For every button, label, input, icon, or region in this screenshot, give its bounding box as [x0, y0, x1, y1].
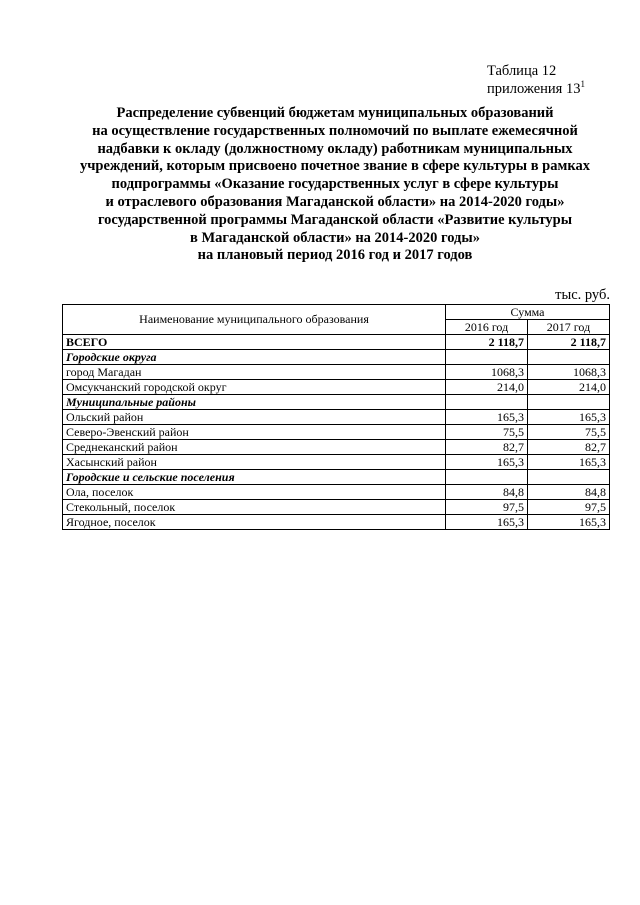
- section-row: [63, 395, 610, 410]
- cell-2016: 165,3: [446, 455, 528, 470]
- table-number: Таблица 12: [487, 63, 557, 79]
- table-row: [63, 365, 610, 380]
- section-label: Городские округа: [63, 350, 446, 365]
- units-label: тыс. руб.: [555, 287, 610, 303]
- appendix-reference: [487, 80, 585, 98]
- appendix-label: приложения 13: [487, 81, 581, 97]
- table-row: [63, 410, 610, 425]
- table-row: [63, 485, 610, 500]
- title-line: Распределение субвенций бюджетам муниципальных образований: [116, 105, 554, 121]
- section-row: [63, 350, 610, 365]
- column-header-sum: Сумма: [446, 305, 610, 320]
- subvention-table: [62, 304, 610, 530]
- title-line: и отраслевого образования Магаданской области» на 2014-2020 годы»: [105, 193, 565, 210]
- title-line: государственной программы Магаданской области «Развитие культуры: [97, 211, 573, 228]
- table-header: [63, 305, 610, 335]
- cell-name: Ягодное, поселок: [63, 515, 446, 530]
- cell-name: Северо-Эвенский район: [63, 425, 446, 440]
- table-row: [63, 455, 610, 470]
- cell-2017: 75,5: [528, 425, 610, 440]
- table-row: [63, 500, 610, 515]
- cell-name: Стекольный, поселок: [63, 500, 446, 515]
- cell-2016: 75,5: [446, 425, 528, 440]
- cell-2016: [446, 470, 528, 485]
- cell-2017: [528, 470, 610, 485]
- cell-name: Среднеканский район: [63, 440, 446, 455]
- cell-2017: 165,3: [528, 410, 610, 425]
- total-2016: 2 118,7: [446, 335, 528, 350]
- cell-name: Ольский район: [63, 410, 446, 425]
- title-line: надбавки к окладу (должностному окладу) работникам муниципальных: [97, 140, 573, 157]
- table-row: [63, 425, 610, 440]
- cell-2016: 97,5: [446, 500, 528, 515]
- title-line: учреждений, которым присвоено почетное звание в сфере культуры в рамках: [79, 158, 591, 175]
- cell-2017: [528, 350, 610, 365]
- cell-2017: 165,3: [528, 455, 610, 470]
- cell-2017: 165,3: [528, 515, 610, 530]
- table-body: [63, 335, 610, 530]
- cell-2016: 165,3: [446, 515, 528, 530]
- cell-2016: [446, 395, 528, 410]
- cell-2016: 214,0: [446, 380, 528, 395]
- cell-2016: [446, 350, 528, 365]
- cell-name: Омсукчанский городской округ: [63, 380, 446, 395]
- table-row: [63, 515, 610, 530]
- cell-2017: 97,5: [528, 500, 610, 515]
- cell-2017: 84,8: [528, 485, 610, 500]
- cell-2016: 1068,3: [446, 365, 528, 380]
- column-header-2016: 2016 год: [446, 320, 528, 335]
- column-header-2017: 2017 год: [528, 320, 610, 335]
- cell-name: город Магадан: [63, 365, 446, 380]
- title-line: на осуществление государственных полномочий по выплате ежемесячной: [92, 122, 578, 139]
- section-label: Муниципальные районы: [63, 395, 446, 410]
- title-line: подпрограммы «Оказание государственных услуг в сфере культуры: [111, 176, 559, 193]
- cell-2016: 84,8: [446, 485, 528, 500]
- table-reference: [487, 62, 585, 98]
- section-row: [63, 470, 610, 485]
- cell-name: Хасынский район: [63, 455, 446, 470]
- title-line: в Магаданской области» на 2014-2020 годы»: [190, 229, 480, 246]
- appendix-superscript: 1: [580, 79, 585, 90]
- table-row: [63, 380, 610, 395]
- cell-name: Ола, поселок: [63, 485, 446, 500]
- cell-2017: 214,0: [528, 380, 610, 395]
- column-header-name: Наименование муниципального образования: [63, 305, 446, 335]
- table-row: [63, 440, 610, 455]
- cell-2017: 82,7: [528, 440, 610, 455]
- cell-2016: 82,7: [446, 440, 528, 455]
- total-row: [63, 335, 610, 350]
- cell-2016: 165,3: [446, 410, 528, 425]
- document-title: [60, 105, 610, 265]
- total-2017: 2 118,7: [528, 335, 610, 350]
- title-line: на плановый период 2016 год и 2017 годов: [197, 247, 473, 264]
- cell-2017: [528, 395, 610, 410]
- total-label: ВСЕГО: [63, 335, 446, 350]
- cell-2017: 1068,3: [528, 365, 610, 380]
- header-row: [63, 305, 610, 320]
- section-label: Городские и сельские поселения: [63, 470, 446, 485]
